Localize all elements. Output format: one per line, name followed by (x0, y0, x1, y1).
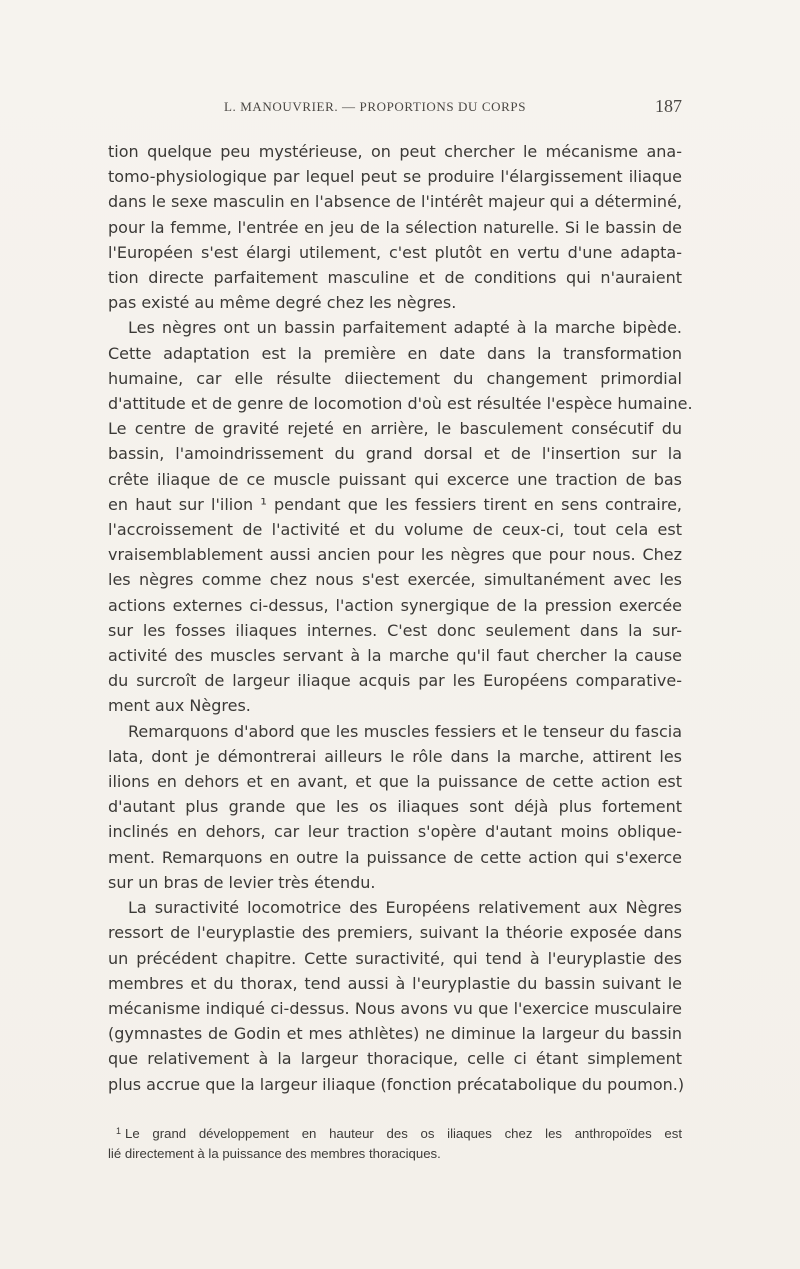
text-line: dans le sexe masculin en l'absence de l'intérêt majeur qui a déterminé, (108, 192, 682, 212)
paragraph (108, 315, 693, 718)
text-line: pour la femme, l'entrée en jeu de la sélection naturelle. Si le bassin de (108, 217, 682, 237)
paragraph (108, 895, 685, 1097)
running-title: L. MANOUVRIER. — PROPORTIONS DU CORPS (224, 99, 527, 114)
text-line: sur un bras de levier très étendu. (108, 872, 376, 892)
text-line: sur les fosses iliaques internes. C'est donc seulement dans la sur- (108, 620, 682, 640)
text-line: humaine, car elle résulte diiectement du changement primordial (108, 368, 682, 388)
text-line: en haut sur l'ilion ¹ pendant que les fessiers tirent en sens contraire, (108, 494, 682, 514)
text-line: ressort de l'euryplastie des premiers, suivant la théorie exposée dans (108, 923, 682, 943)
text-line: La suractivité locomotrice des Européens relativement aux Nègres (128, 898, 682, 918)
text-line: vraisemblablement aussi ancien pour les nègres que pour nous. Chez (108, 545, 682, 565)
footnote-text: Le grand développement en hauteur des os iliaques chez les anthropoïdes est (125, 1126, 682, 1141)
text-line: ment. Remarquons en outre la puissance de cette action qui s'exerce (108, 847, 682, 867)
text-line: tomo-physiologique par lequel peut se produire l'élargissement iliaque (108, 167, 682, 187)
paragraph (108, 139, 682, 315)
text-line: l'accroissement de l'activité et du volume de ceux-ci, tout cela est (108, 520, 682, 540)
footnote-line (108, 1121, 682, 1144)
footnote (108, 1121, 682, 1164)
text-line: Cette adaptation est la première en date dans la transformation (108, 343, 682, 363)
text-line: (gymnastes de Godin et mes athlètes) ne diminue la largeur du bassin (108, 1024, 682, 1044)
footnote-line (108, 1144, 682, 1164)
running-head (108, 96, 682, 117)
text-line: bassin, l'amoindrissement du grand dorsal et de l'insertion sur la (108, 444, 682, 464)
text-line: Le centre de gravité rejeté en arrière, le basculement consécutif du (108, 419, 682, 439)
text-line: actions externes ci-dessus, l'action synergique de la pression exercée (108, 595, 682, 615)
text-line: l'Européen s'est élargi utilement, c'est plutôt en vertu d'une adapta- (108, 242, 682, 262)
text-line: du surcroît de largeur iliaque acquis par les Européens comparative- (108, 671, 682, 691)
text-line: inclinés en dehors, car leur traction s'opère d'autant moins oblique- (108, 822, 682, 842)
text-line: que relativement à la largeur thoracique, celle ci étant simplement (108, 1049, 682, 1069)
text-line: d'autant plus grande que les os iliaques sont déjà plus fortement (108, 797, 682, 817)
text-line: mécanisme indiqué ci-dessus. Nous avons vu que l'exercice musculaire (108, 998, 682, 1018)
text-line: crête iliaque de ce muscle puissant qui excerce une traction de bas (108, 469, 682, 489)
body-text (108, 139, 693, 1097)
text-line: ment aux Nègres. (108, 696, 251, 716)
text-line: ilions en dehors et en avant, et que la puissance de cette action est (108, 772, 682, 792)
text-line: d'attitude et de genre de locomotion d'où est résultée l'espèce humaine. (108, 394, 693, 414)
text-line: activité des muscles servant à la marche qu'il faut chercher la cause (108, 646, 682, 666)
text-line: Les nègres ont un bassin parfaitement adapté à la marche bipède. (128, 318, 682, 338)
text-line: tion directe parfaitement masculine et de conditions qui n'auraient (108, 268, 682, 288)
page-number: 187 (655, 96, 682, 116)
footnote-number: 1 (116, 1126, 122, 1136)
text-line: membres et du thorax, tend aussi à l'euryplastie du bassin suivant le (108, 973, 682, 993)
text-line: les nègres comme chez nous s'est exercée, simultanément avec les (108, 570, 682, 590)
text-line: Remarquons d'abord que les muscles fessiers et le tenseur du fascia (128, 721, 682, 741)
text-line: lata, dont je démontrerai ailleurs le rôle dans la marche, attirent les (108, 746, 682, 766)
paragraph (108, 719, 682, 895)
text-line: tion quelque peu mystérieuse, on peut chercher le mécanisme ana- (108, 142, 682, 161)
text-line: un précédent chapitre. Cette suractivité, qui tend à l'euryplastie des (108, 948, 682, 968)
footnote-text: lié directement à la puissance des membres thoraciques. (108, 1146, 441, 1161)
text-line: plus accrue que la largeur iliaque (fonction précatabolique du poumon.) (108, 1074, 685, 1094)
text-line: pas existé au même degré chez les nègres. (108, 293, 457, 313)
